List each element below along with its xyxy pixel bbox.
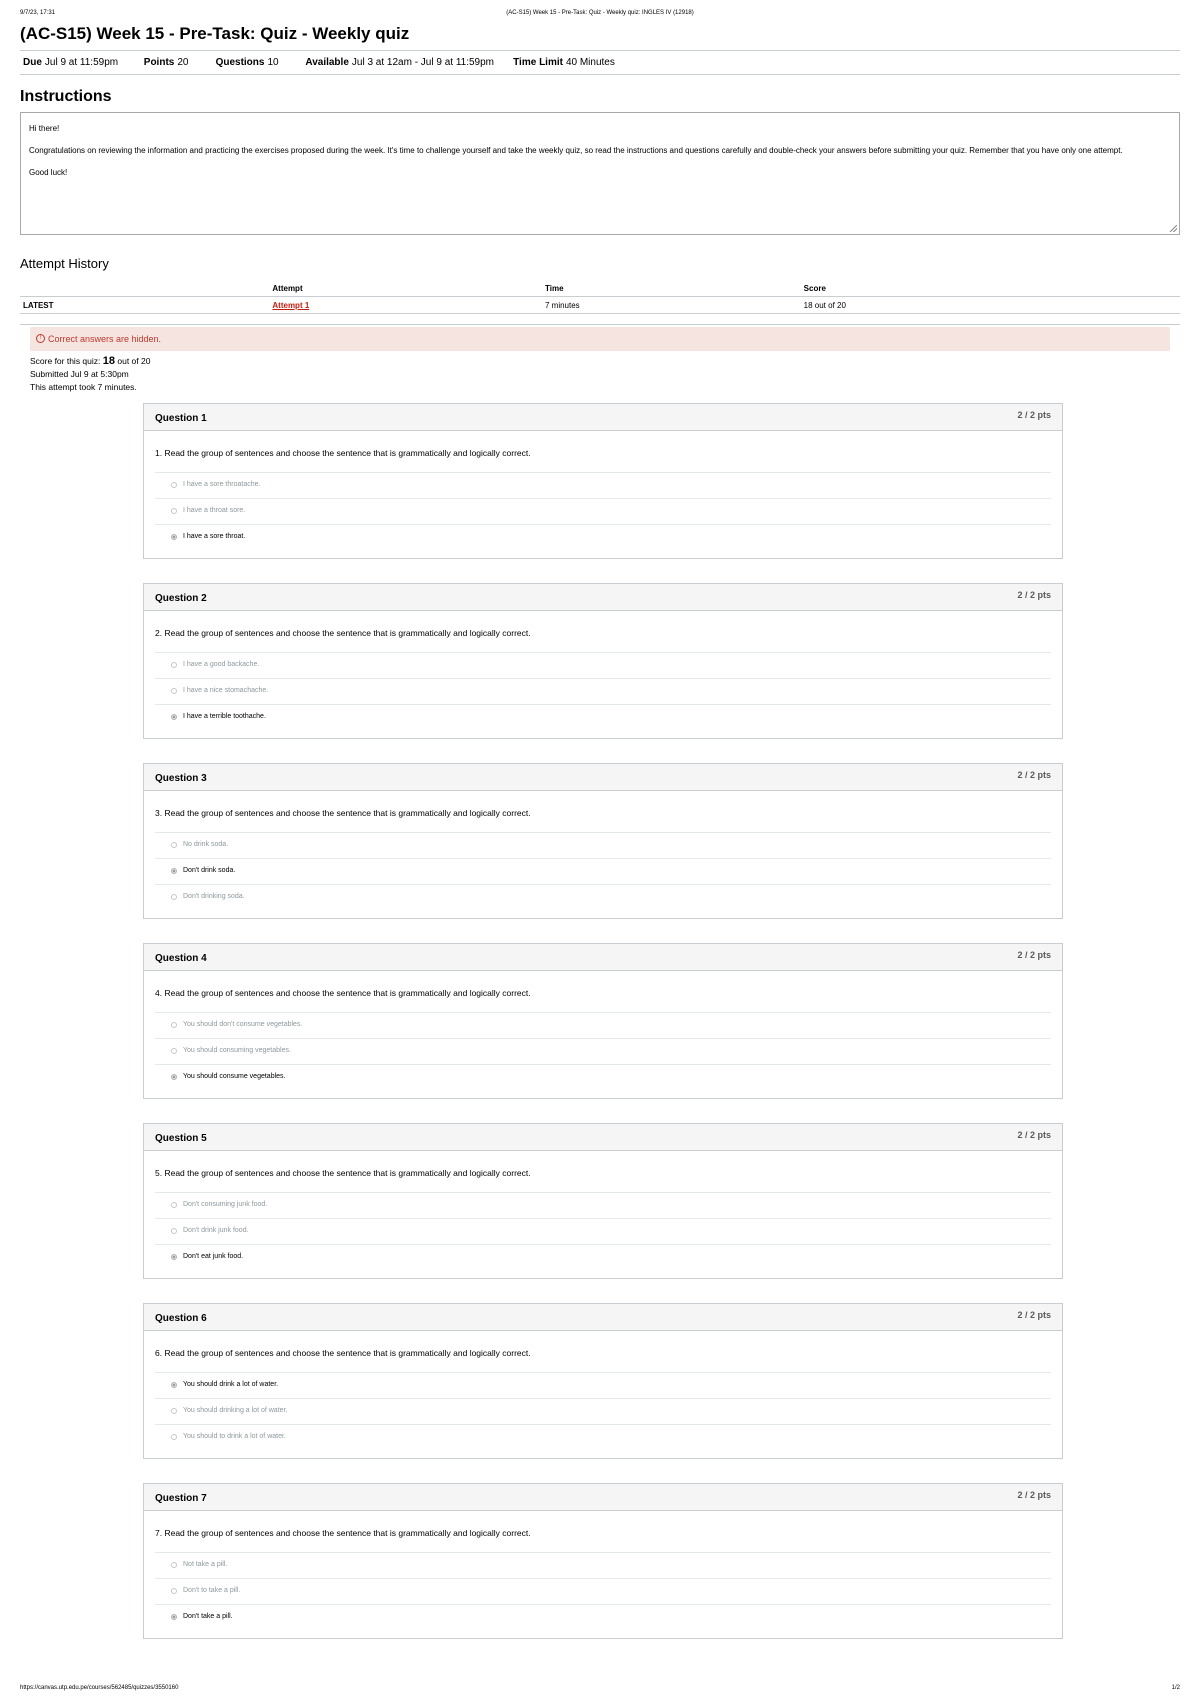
- question-card: [143, 943, 1063, 1099]
- score-cell: 18 out of 20: [801, 297, 1180, 314]
- answer-text: Don't drink soda.: [183, 867, 236, 874]
- question-header: [144, 1304, 1062, 1331]
- answer-option[interactable]: [155, 1064, 1051, 1090]
- points-detail: [144, 51, 213, 74]
- question-header: [144, 584, 1062, 611]
- question-header: [144, 1484, 1062, 1511]
- score-suffix: out of 20: [115, 356, 151, 366]
- answer-option[interactable]: [155, 678, 1051, 704]
- available-label: Available: [305, 57, 349, 68]
- question-header: [144, 1124, 1062, 1151]
- radio-selected-icon[interactable]: [171, 714, 177, 720]
- answer-list: [155, 1012, 1051, 1090]
- print-date: 9/7/23, 17:31: [20, 10, 56, 16]
- answer-option[interactable]: [155, 884, 1051, 910]
- correct-answers-hidden-alert: [30, 327, 1170, 351]
- question-text: 2. Read the group of sentences and choose the sentence that is grammatically and logically correct.: [155, 628, 531, 638]
- instructions-paragraph: Hi there!: [29, 124, 60, 133]
- answer-option[interactable]: [155, 832, 1051, 858]
- due-detail: [23, 51, 141, 74]
- attempt-cell: [269, 297, 542, 314]
- answer-option[interactable]: [155, 1578, 1051, 1604]
- question-card: [143, 403, 1063, 559]
- radio-selected-icon[interactable]: [171, 1074, 177, 1080]
- question-title: Question 4: [155, 953, 207, 964]
- page-title: (AC-S15) Week 15 - Pre-Task: Quiz - Weekly quiz: [20, 24, 410, 43]
- answer-text: Don't take a pill.: [183, 1613, 233, 1620]
- question-title: Question 1: [155, 413, 207, 424]
- answer-text: I have a sore throatache.: [183, 481, 261, 488]
- column-header: [20, 280, 269, 297]
- column-header: Attempt: [269, 280, 542, 297]
- answer-text: You should to drink a lot of water.: [183, 1433, 286, 1440]
- answer-text: Don't consuming junk food.: [183, 1201, 268, 1208]
- question-header: [144, 944, 1062, 971]
- question-points: 2 / 2 pts: [1017, 410, 1051, 420]
- answer-text: I have a terrible toothache.: [183, 713, 266, 720]
- submitted-line: Submitted Jul 9 at 5:30pm: [30, 369, 129, 379]
- due-label: Due: [23, 57, 42, 68]
- duration-line: This attempt took 7 minutes.: [30, 382, 137, 392]
- answer-text: You should drink a lot of water.: [183, 1381, 279, 1388]
- answer-text: I have a nice stomachache.: [183, 687, 269, 694]
- column-header: Score: [801, 280, 1180, 297]
- instructions-paragraph: Congratulations on reviewing the information and practicing the exercises proposed during the week. It's time to challenge yourself and take the weekly quiz, so read the instructions and questions carefully and double-check your answers before submitting your quiz. Remember that you have only one attempt.: [29, 146, 1123, 155]
- answer-option[interactable]: [155, 858, 1051, 884]
- alert-text: Correct answers are hidden.: [48, 334, 162, 344]
- answer-text: You should consuming vegetables.: [183, 1047, 291, 1054]
- instructions-box[interactable]: [20, 112, 1180, 235]
- time-cell: 7 minutes: [542, 297, 801, 314]
- print-header: [20, 10, 1180, 22]
- question-text: 1. Read the group of sentences and choose the sentence that is grammatically and logically correct.: [155, 448, 531, 458]
- points-label: Points: [143, 57, 175, 68]
- attempt-history-table: [20, 280, 1180, 314]
- radio-icon[interactable]: [171, 1562, 177, 1568]
- question-title: Question 5: [155, 1133, 207, 1144]
- radio-selected-icon[interactable]: [171, 1382, 177, 1388]
- answer-option[interactable]: [155, 524, 1051, 550]
- answer-option[interactable]: [155, 498, 1051, 524]
- question-header: [144, 404, 1062, 431]
- question-text: 3. Read the group of sentences and choose the sentence that is grammatically and logically correct.: [155, 808, 531, 818]
- radio-icon[interactable]: [171, 688, 177, 694]
- print-url: https://canvas.utp.edu.pe/courses/562485/quizzes/3550160: [20, 1685, 179, 1691]
- answer-text: Don't drink junk food.: [183, 1227, 249, 1234]
- question-points: 2 / 2 pts: [1017, 950, 1051, 960]
- question-points: 2 / 2 pts: [1017, 1310, 1051, 1320]
- answer-option[interactable]: [155, 1012, 1051, 1038]
- available-detail: [305, 51, 510, 74]
- question-card: [143, 1303, 1063, 1459]
- question-title: Question 6: [155, 1313, 207, 1324]
- answer-text: I have a good backache.: [183, 661, 260, 668]
- answer-text: No drink soda.: [183, 841, 229, 848]
- radio-icon[interactable]: [171, 482, 177, 488]
- score-info: [30, 355, 1170, 394]
- divider: [20, 324, 1180, 325]
- question-card: [143, 763, 1063, 919]
- info-icon: !: [36, 334, 45, 343]
- question-title: Question 3: [155, 773, 207, 784]
- score-prefix: Score for this quiz:: [30, 356, 103, 366]
- radio-icon[interactable]: [171, 508, 177, 514]
- question-points: 2 / 2 pts: [1017, 770, 1051, 780]
- radio-selected-icon[interactable]: [171, 1614, 177, 1620]
- question-text: 6. Read the group of sentences and choose the sentence that is grammatically and logically correct.: [155, 1348, 531, 1358]
- questions-detail: [216, 51, 303, 74]
- answer-option[interactable]: [155, 1192, 1051, 1218]
- answer-list: [155, 1192, 1051, 1270]
- radio-icon[interactable]: [171, 894, 177, 900]
- question-points: 2 / 2 pts: [1017, 1130, 1051, 1140]
- answer-option[interactable]: [155, 1424, 1051, 1450]
- question-card: [143, 1123, 1063, 1279]
- radio-selected-icon[interactable]: [171, 868, 177, 874]
- time-limit-value: 40 Minutes: [565, 57, 615, 68]
- answer-text: I have a throat sore.: [183, 507, 246, 514]
- question-text: 4. Read the group of sentences and choose the sentence that is grammatically and logically correct.: [155, 988, 531, 998]
- column-header: Time: [542, 280, 801, 297]
- print-title: (AC-S15) Week 15 - Pre-Task: Quiz - Weekly quiz: INGLES IV (12918): [506, 10, 694, 16]
- table-header-row: [20, 280, 1180, 297]
- time-limit-label: Time Limit: [513, 57, 563, 68]
- instructions-paragraph: Good luck!: [29, 168, 68, 177]
- question-text: 5. Read the group of sentences and choose the sentence that is grammatically and logically correct.: [155, 1168, 531, 1178]
- question-header: [144, 764, 1062, 791]
- question-title: Question 7: [155, 1493, 207, 1504]
- answer-option[interactable]: [155, 1038, 1051, 1064]
- score-value: 18: [102, 355, 116, 367]
- answer-list: [155, 652, 1051, 730]
- radio-icon[interactable]: [171, 842, 177, 848]
- questions-label: Questions: [215, 57, 265, 68]
- question-text: 7. Read the group of sentences and choose the sentence that is grammatically and logically correct.: [155, 1528, 531, 1538]
- question-card: [143, 1483, 1063, 1639]
- radio-selected-icon[interactable]: [171, 1254, 177, 1260]
- answer-option[interactable]: [155, 1244, 1051, 1270]
- answer-list: [155, 832, 1051, 910]
- radio-icon[interactable]: [171, 1022, 177, 1028]
- radio-icon[interactable]: [171, 1228, 177, 1234]
- points-value: 20: [177, 57, 189, 68]
- answer-text: Don't drinking soda.: [183, 893, 245, 900]
- print-page-number: 1/2: [1171, 1685, 1180, 1691]
- radio-icon[interactable]: [171, 1434, 177, 1440]
- score-line: [30, 355, 1170, 368]
- answer-text: I have a sore throat.: [183, 533, 246, 540]
- radio-icon[interactable]: [171, 1408, 177, 1414]
- resize-handle-icon[interactable]: [1170, 225, 1177, 232]
- answer-option[interactable]: [155, 1218, 1051, 1244]
- answer-list: [155, 472, 1051, 550]
- main-content: [20, 22, 1180, 325]
- radio-icon[interactable]: [171, 1202, 177, 1208]
- answer-list: [155, 1552, 1051, 1630]
- answer-option[interactable]: [155, 472, 1051, 498]
- answer-option[interactable]: [155, 1372, 1051, 1398]
- quiz-summary: [30, 327, 1170, 394]
- attempt-link[interactable]: Attempt 1: [272, 300, 310, 310]
- radio-selected-icon[interactable]: [171, 534, 177, 540]
- table-row: [20, 297, 1180, 314]
- answer-text: Don't eat junk food.: [183, 1253, 244, 1260]
- due-value: Jul 9 at 11:59pm: [44, 57, 119, 68]
- answer-text: You should drinking a lot of water.: [183, 1407, 288, 1414]
- answer-text: Don't to take a pill.: [183, 1587, 241, 1594]
- radio-icon[interactable]: [171, 662, 177, 668]
- answer-option[interactable]: [155, 1604, 1051, 1630]
- answer-text: Not take a pill.: [183, 1561, 228, 1568]
- question-points: 2 / 2 pts: [1017, 590, 1051, 600]
- quiz-details: [20, 50, 1180, 75]
- questions-value: 10: [267, 57, 279, 68]
- answer-option[interactable]: [155, 1398, 1051, 1424]
- answer-option[interactable]: [155, 652, 1051, 678]
- question-title: Question 2: [155, 593, 207, 604]
- available-value: Jul 3 at 12am - Jul 9 at 11:59pm: [351, 57, 495, 68]
- radio-icon[interactable]: [171, 1588, 177, 1594]
- answer-option[interactable]: [155, 1552, 1051, 1578]
- radio-icon[interactable]: [171, 1048, 177, 1054]
- answer-list: [155, 1372, 1051, 1450]
- instructions-heading: Instructions: [20, 88, 112, 105]
- answer-option[interactable]: [155, 704, 1051, 730]
- question-points: 2 / 2 pts: [1017, 1490, 1051, 1500]
- time-limit-detail: [513, 51, 615, 74]
- question-card: [143, 583, 1063, 739]
- latest-tag: LATEST: [20, 297, 269, 314]
- attempt-history-heading: Attempt History: [20, 256, 109, 271]
- answer-text: You should consume vegetables.: [183, 1073, 286, 1080]
- answer-text: You should don't consume vegetables.: [183, 1021, 303, 1028]
